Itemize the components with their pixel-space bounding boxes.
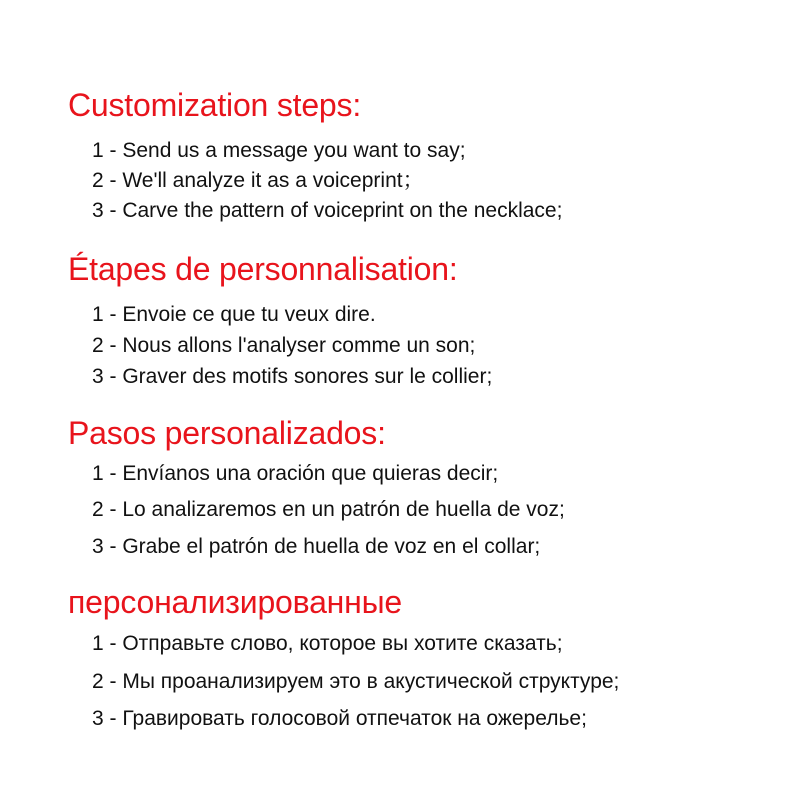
step-item: 1 - Envoie ce que tu veux dire. (92, 303, 376, 326)
step-item: 3 - Carve the pattern of voiceprint on the necklace; (92, 199, 563, 222)
section-heading-russian: персонализированные (68, 584, 403, 620)
step-item: 2 - We'll analyze it as a voiceprint； (92, 169, 424, 192)
step-item: 3 - Гравировать голосовой отпечаток на ожерелье; (92, 707, 587, 730)
step-item: 1 - Envíanos una oración que quieras decir; (92, 462, 499, 485)
step-item: 3 - Graver des motifs sonores sur le collier; (92, 365, 493, 388)
step-item: 2 - Nous allons l'analyser comme un son; (92, 334, 476, 357)
step-item: 2 - Мы проанализируем это в акустической структуре; (92, 670, 620, 693)
step-item: 3 - Grabe el patrón de huella de voz en el collar; (92, 535, 541, 558)
step-item: 1 - Отправьте слово, которое вы хотите сказать; (92, 632, 563, 655)
section-heading-french: Étapes de personnalisation: (68, 251, 458, 287)
section-heading-spanish: Pasos personalizados: (68, 415, 386, 451)
step-item: 2 - Lo analizaremos en un patrón de huella de voz; (92, 498, 565, 521)
section-heading-english: Customization steps: (68, 87, 362, 123)
step-item: 1 - Send us a message you want to say; (92, 139, 466, 162)
